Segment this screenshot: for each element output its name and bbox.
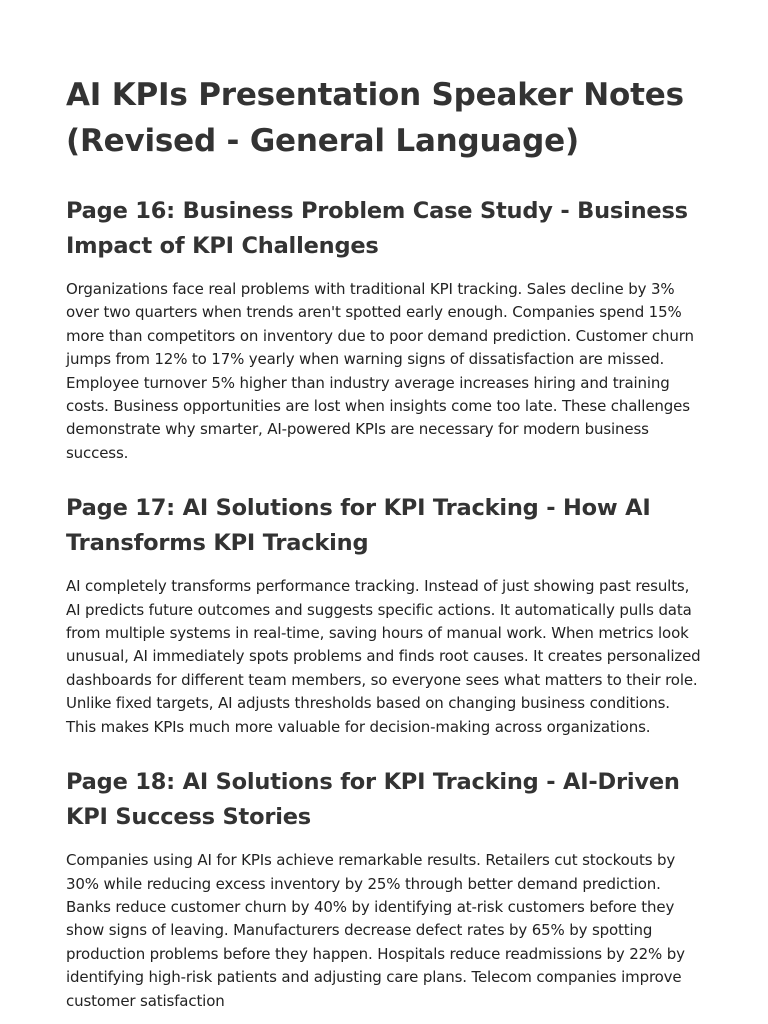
section-page-18	[66, 765, 702, 1013]
page-title: AI KPIs Presentation Speaker Notes (Revised - General Language)	[66, 77, 684, 159]
section-body: AI completely transforms performance tracking. Instead of just showing past results, AI predicts future outcomes and suggests specific actions. It automatically pulls data from multiple systems in real-time, saving hours of manual work. When metrics look unusual, AI immediately spots problems and finds root causes. It creates personalized dashboards for different team members, so everyone sees what matters to their role. Unlike fixed targets, AI adjusts thresholds based on changing business conditions. This makes KPIs much more valuable for decision-making across organizations.	[66, 577, 701, 736]
section-page-16	[66, 194, 702, 465]
section-page-17	[66, 491, 702, 739]
section-heading: Page 16: Business Problem Case Study - Business Impact of KPI Challenges	[66, 198, 688, 259]
section-heading: Page 17: AI Solutions for KPI Tracking - How AI Transforms KPI Tracking	[66, 495, 651, 557]
section-heading: Page 18: AI Solutions for KPI Tracking - AI-Driven KPI Success Stories	[66, 769, 680, 831]
section-body: Organizations face real problems with traditional KPI tracking. Sales decline by 3% over two quarters when trends aren't spotted early enough. Companies spend 15% more than competitors on inventory due to poor demand prediction. Customer churn jumps from 12% to 17% yearly when warning signs of dissatisfaction are missed. Employee turnover 5% higher than industry average increases hiring and training costs. Business opportunities are lost when insights come too late. These challenges demonstrate why smarter, AI-powered KPIs are necessary for modern business success.	[66, 280, 694, 462]
section-body: Companies using AI for KPIs achieve remarkable results. Retailers cut stockouts by 30% while reducing excess inventory by 25% through better demand prediction. Banks reduce customer churn by 40% by identifying at-risk customers before they show signs of leaving. Manufacturers decrease defect rates by 65% by spotting production problems before they happen. Hospitals reduce readmissions by 22% by identifying high-risk patients and adjusting care plans. Telecom companies improve customer satisfaction	[66, 851, 685, 1010]
